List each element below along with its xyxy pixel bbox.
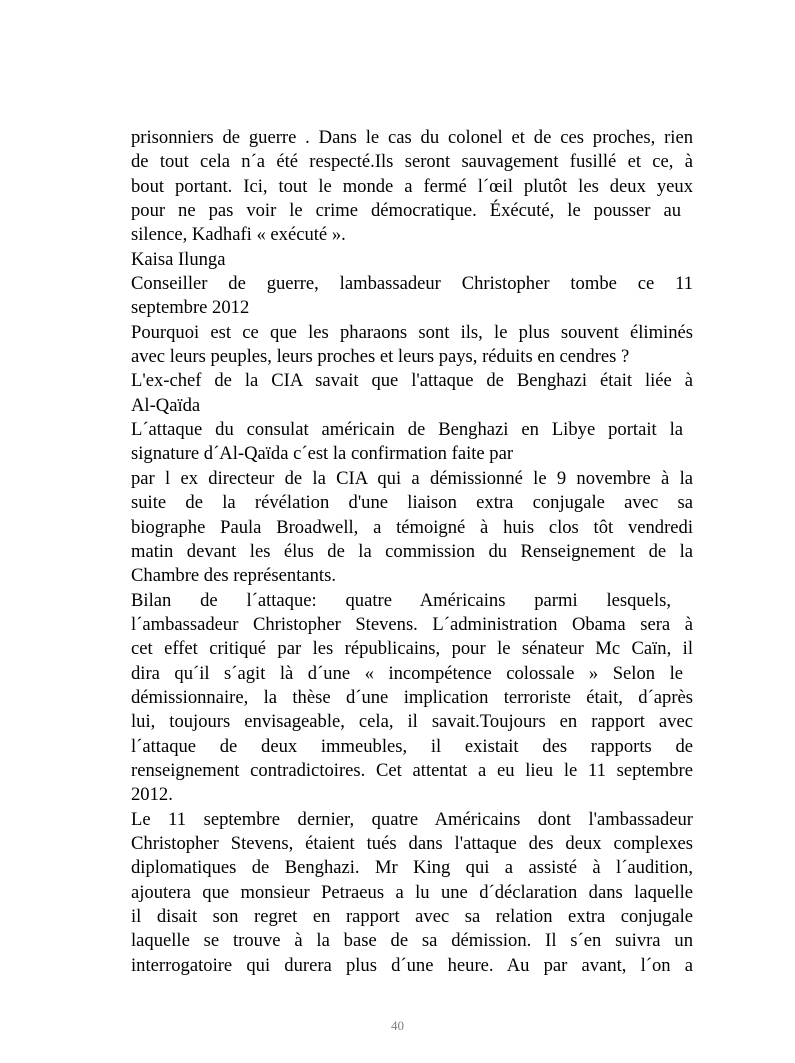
page-number: 40: [391, 1018, 404, 1033]
text-line: interrogatoire qui durera plus d´une heure. Au par avant, l´on a: [131, 954, 693, 976]
text-line: prisonniers de guerre . Dans le cas du colonel et de ces proches, rien: [131, 127, 693, 148]
text-line: Christopher Stevens, étaient tués dans l'attaque des deux complexes: [131, 832, 693, 854]
text-line: matin devant les élus de la commission du Renseignement de la: [131, 540, 693, 562]
text-line: l´attaque de deux immeubles, il existait des rapports de: [131, 735, 693, 757]
text-line: Bilan de l´attaque: quatre Américains parmi lesquels,: [131, 589, 671, 611]
text-line: bout portant. Ici, tout le monde a fermé l´œil plutôt les deux yeux: [131, 175, 693, 197]
text-line: dira qu´il s´agit là d´une « incompétence colossale » Selon le: [131, 662, 683, 684]
body-text: [131, 126, 693, 978]
text-line: Le 11 septembre dernier, quatre Américains dont l'ambassadeur: [131, 808, 693, 830]
text-line: signature d´Al-Qaïda c´est la confirmation faite par: [131, 443, 514, 465]
text-line: biographe Paula Broadwell, a témoigné à huis clos tôt vendredi: [131, 516, 693, 538]
text-line: Chambre des représentants.: [131, 565, 336, 587]
heading-line: L'ex-chef de la CIA savait que l'attaque de Benghazi était liée à: [131, 370, 693, 392]
text-line: 2012.: [131, 784, 173, 806]
text-line: cet effet critiqué par les républicains, pour le sénateur Mc Caïn, il: [131, 638, 693, 660]
text-line: suite de la révélation d'une liaison extra conjugale avec sa: [131, 492, 693, 514]
text-line: laquelle se trouve à la base de sa démission. Il s´en suivra un: [131, 930, 693, 952]
heading-line: septembre 2012: [131, 297, 250, 319]
text-line: il disait son regret en rapport avec sa relation extra conjugale: [131, 906, 693, 927]
text-line: ajoutera que monsieur Petraeus a lu une d´déclaration dans laquelle: [131, 881, 693, 903]
text-line: par l ex directeur de la CIA qui a démissionné le 9 novembre à la: [131, 467, 693, 489]
text-line: pour ne pas voir le crime démocratique. Éxécuté, le pousser au: [131, 200, 681, 222]
text-line: silence, Kadhafi « exécuté ».: [131, 224, 346, 246]
heading-line: Al-Qaïda: [131, 394, 201, 416]
text-line: Pourquoi est ce que les pharaons sont ils, le plus souvent éliminés: [131, 321, 693, 343]
author-line: Kaisa Ilunga: [131, 248, 226, 270]
text-line: avec leurs peuples, leurs proches et leurs pays, réduits en cendres ?: [131, 346, 630, 368]
text-line: l´ambassadeur Christopher Stevens. L´administration Obama sera à: [131, 613, 693, 635]
text-line: renseignement contradictoires. Cet attentat a eu lieu le 11 septembre: [131, 759, 693, 781]
text-line: L´attaque du consulat américain de Benghazi en Libye portait la: [131, 419, 683, 441]
text-line: démissionnaire, la thèse d´une implication terroriste était, d´après: [131, 686, 693, 708]
text-line: lui, toujours envisageable, cela, il savait.Toujours en rapport avec: [131, 711, 693, 733]
text-line: de tout cela n´a été respecté.Ils seront sauvagement fusillé et ce, à: [131, 151, 693, 173]
heading-line: Conseiller de guerre, lambassadeur Christopher tombe ce 11: [131, 273, 693, 295]
text-line: diplomatiques de Benghazi. Mr King qui a assisté à l´audition,: [131, 857, 693, 879]
